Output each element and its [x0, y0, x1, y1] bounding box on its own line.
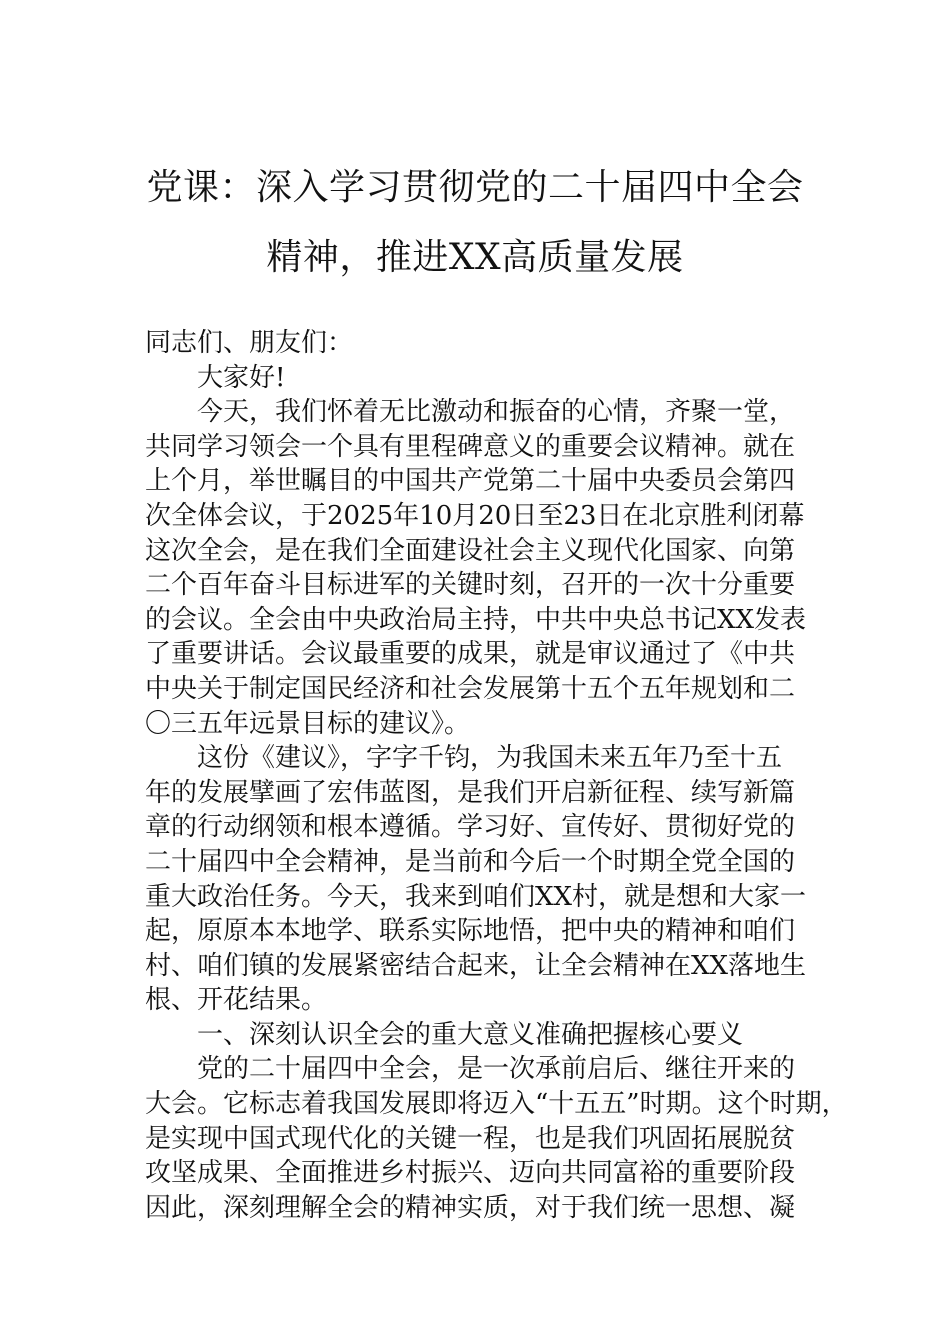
body-line: 攻坚成果、全面推进乡村振兴、迈向共同富裕的重要阶段 [145, 1158, 796, 1189]
body-line: 党的二十届四中全会，是一次承前启后、继往开来的 [197, 1054, 796, 1085]
body-line: 次全体会议，于2025年10月20日至23日在北京胜利闭幕 [145, 500, 805, 531]
body-line: 是实现中国式现代化的关键一程，也是我们巩固拓展脱贫 [145, 1123, 796, 1154]
body-line: 因此，深刻理解全会的精神实质，对于我们统一思想、凝 [145, 1192, 796, 1223]
body-line: 上个月，举世瞩目的中国共产党第二十届中央委员会第四 [145, 466, 796, 497]
body-line: 大会。它标志着我国发展即将迈入“十五五”时期。这个时期， [145, 1089, 848, 1120]
body-line: 一、深刻认识全会的重大意义准确把握核心要义 [197, 1019, 744, 1050]
body-line: 了重要讲话。会议最重要的成果，就是审议通过了《中共 [145, 639, 796, 670]
body-line: 村、咱们镇的发展紧密结合起来，让全会精神在XX落地生 [145, 950, 807, 981]
body-line: 〇三五年远景目标的建议》。 [145, 708, 471, 739]
document-title-line-1: 党课：深入学习贯彻党的二十届四中全会 [146, 167, 804, 208]
body-line: 中央关于制定国民经济和社会发展第十五个五年规划和二 [145, 673, 796, 704]
body-line: 二个百年奋斗目标进军的关键时刻，召开的一次十分重要 [145, 570, 796, 601]
body-line: 共同学习领会一个具有里程碑意义的重要会议精神。就在 [145, 431, 796, 462]
body-line: 二十届四中全会精神，是当前和今后一个时期全党全国的 [145, 846, 796, 877]
body-line: 的会议。全会由中央政治局主持，中共中央总书记XX发表 [145, 604, 807, 635]
body-line: 今天，我们怀着无比激动和振奋的心情，齐聚一堂， [197, 397, 796, 428]
body-line: 同志们、朋友们： [145, 328, 354, 358]
body-line: 这次全会，是在我们全面建设社会主义现代化国家、向第 [145, 535, 796, 566]
body-line: 重大政治任务。今天，我来到咱们XX村，就是想和大家一 [145, 881, 807, 912]
body-line: 这份《建议》，字字千钧，为我国未来五年乃至十五 [197, 743, 783, 774]
body-line: 大家好! [197, 362, 286, 393]
body-line: 章的行动纲领和根本遵循。学习好、宣传好、贯彻好党的 [145, 812, 796, 843]
body-line: 年的发展擘画了宏伟蓝图，是我们开启新征程、续写新篇 [145, 777, 796, 808]
document-body [145, 326, 848, 1225]
body-line: 起，原原本本地学、联系实际地悟，把中央的精神和咱们 [145, 916, 796, 947]
body-line: 根、开花结果。 [145, 985, 328, 1016]
document-title-line-2: 精神，推进XX高质量发展 [266, 237, 684, 278]
